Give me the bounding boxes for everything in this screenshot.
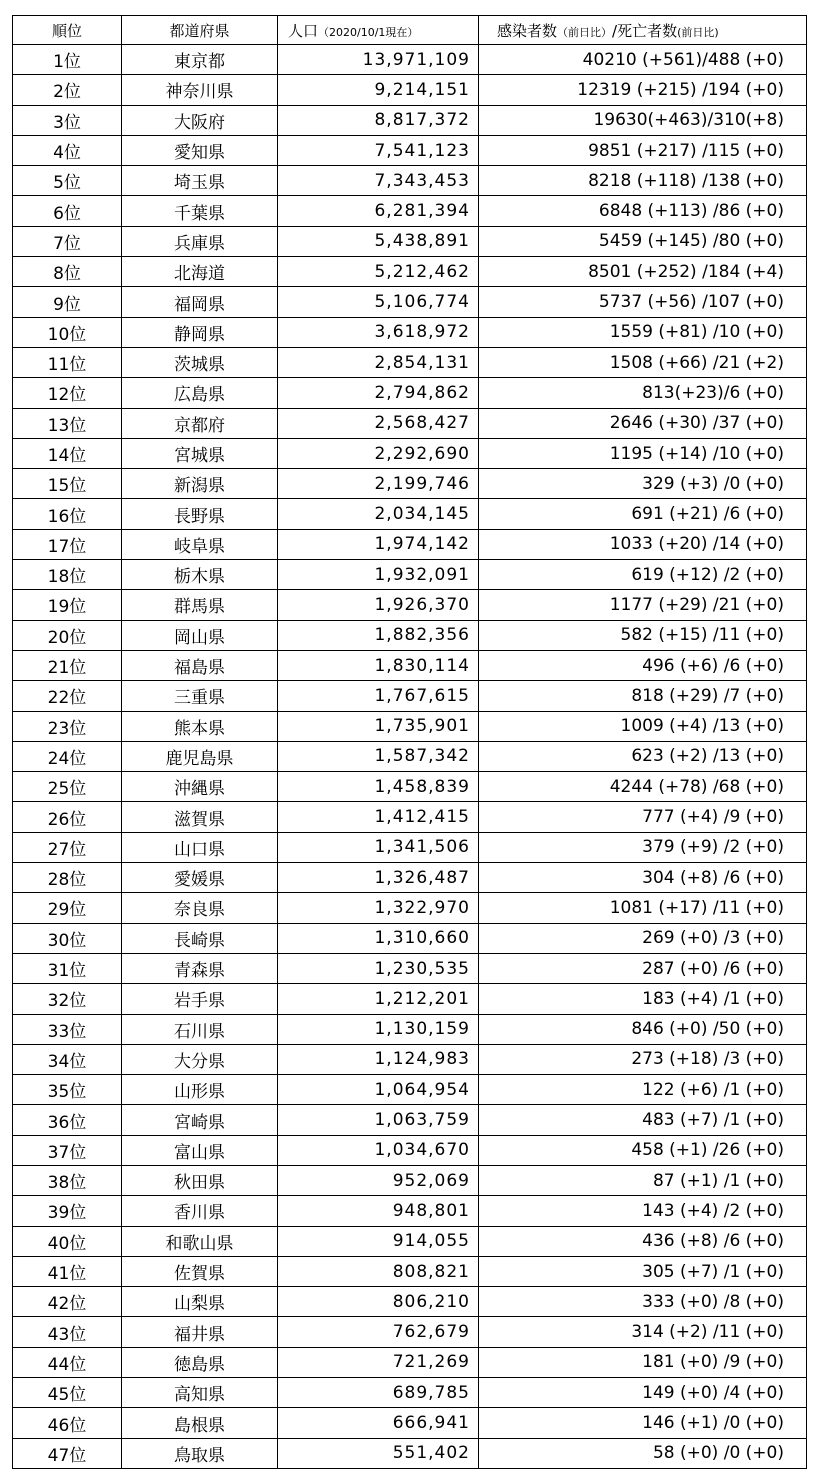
cases-deaths-cell: 273 (+18) /3 (+0) <box>479 1044 807 1074</box>
rank-cell: 40位 <box>13 1226 122 1256</box>
cases-deaths-cell: 183 (+4) /1 (+0) <box>479 984 807 1014</box>
cases-deaths-cell: 181 (+0) /9 (+0) <box>479 1347 807 1377</box>
rank-cell: 25位 <box>13 772 122 802</box>
population-cell: 1,326,487 <box>278 863 479 893</box>
cases-deaths-cell: 5737 (+56) /107 (+0) <box>479 287 807 317</box>
prefecture-cell: 長崎県 <box>122 923 278 953</box>
prefecture-cell: 大阪府 <box>122 105 278 135</box>
cases-deaths-cell: 691 (+21) /6 (+0) <box>479 499 807 529</box>
prefecture-cell: 鹿児島県 <box>122 741 278 771</box>
rank-cell: 3位 <box>13 105 122 135</box>
population-cell: 9,214,151 <box>278 75 479 105</box>
table-row <box>13 438 807 468</box>
cases-deaths-cell: 846 (+0) /50 (+0) <box>479 1014 807 1044</box>
population-cell: 1,458,839 <box>278 772 479 802</box>
population-cell: 1,735,901 <box>278 711 479 741</box>
prefecture-cell: 福岡県 <box>122 287 278 317</box>
table-row <box>13 1044 807 1074</box>
prefecture-cell: 愛媛県 <box>122 863 278 893</box>
prefecture-cell: 熊本県 <box>122 711 278 741</box>
header-cases-note: （前日比） <box>557 25 613 39</box>
rank-cell: 39位 <box>13 1196 122 1226</box>
table-row <box>13 378 807 408</box>
cases-deaths-cell: 1559 (+81) /10 (+0) <box>479 317 807 347</box>
header-deaths-note: (前日比) <box>677 25 719 39</box>
prefecture-cell: 兵庫県 <box>122 226 278 256</box>
cases-deaths-cell: 1195 (+14) /10 (+0) <box>479 438 807 468</box>
population-cell: 914,055 <box>278 1226 479 1256</box>
prefecture-cell: 佐賀県 <box>122 1256 278 1286</box>
cases-deaths-cell: 496 (+6) /6 (+0) <box>479 650 807 680</box>
prefecture-cell: 山口県 <box>122 832 278 862</box>
cases-deaths-cell: 304 (+8) /6 (+0) <box>479 863 807 893</box>
cases-deaths-cell: 146 (+1) /0 (+0) <box>479 1408 807 1438</box>
rank-cell: 33位 <box>13 1014 122 1044</box>
population-cell: 1,341,506 <box>278 832 479 862</box>
prefecture-cell: 島根県 <box>122 1408 278 1438</box>
population-cell: 1,412,415 <box>278 802 479 832</box>
table-row <box>13 1226 807 1256</box>
rank-cell: 8位 <box>13 257 122 287</box>
rank-cell: 28位 <box>13 863 122 893</box>
table-row <box>13 75 807 105</box>
population-cell: 689,785 <box>278 1378 479 1408</box>
rank-cell: 2位 <box>13 75 122 105</box>
cases-deaths-cell: 623 (+2) /13 (+0) <box>479 741 807 771</box>
population-cell: 762,679 <box>278 1317 479 1347</box>
prefecture-ranking-table <box>12 15 807 1469</box>
cases-deaths-cell: 314 (+2) /11 (+0) <box>479 1317 807 1347</box>
table-row <box>13 1408 807 1438</box>
table-row <box>13 1317 807 1347</box>
rank-cell: 6位 <box>13 196 122 226</box>
cases-deaths-cell: 619 (+12) /2 (+0) <box>479 560 807 590</box>
rank-cell: 47位 <box>13 1438 122 1468</box>
prefecture-cell: 埼玉県 <box>122 166 278 196</box>
population-cell: 1,767,615 <box>278 681 479 711</box>
table-row <box>13 1256 807 1286</box>
table-row <box>13 1165 807 1195</box>
table-row <box>13 529 807 559</box>
table-row <box>13 257 807 287</box>
prefecture-cell: 奈良県 <box>122 893 278 923</box>
prefecture-cell: 滋賀県 <box>122 802 278 832</box>
rank-cell: 17位 <box>13 529 122 559</box>
prefecture-cell: 群馬県 <box>122 590 278 620</box>
population-cell: 1,974,142 <box>278 529 479 559</box>
rank-cell: 12位 <box>13 378 122 408</box>
table-row <box>13 196 807 226</box>
population-cell: 1,322,970 <box>278 893 479 923</box>
prefecture-cell: 富山県 <box>122 1135 278 1165</box>
prefecture-cell: 神奈川県 <box>122 75 278 105</box>
rank-cell: 11位 <box>13 347 122 377</box>
prefecture-cell: 岩手県 <box>122 984 278 1014</box>
table-row <box>13 469 807 499</box>
rank-cell: 23位 <box>13 711 122 741</box>
prefecture-cell: 大分県 <box>122 1044 278 1074</box>
prefecture-cell: 広島県 <box>122 378 278 408</box>
population-cell: 952,069 <box>278 1165 479 1195</box>
population-cell: 1,230,535 <box>278 953 479 983</box>
cases-deaths-cell: 1508 (+66) /21 (+2) <box>479 347 807 377</box>
rank-cell: 30位 <box>13 923 122 953</box>
population-cell: 2,568,427 <box>278 408 479 438</box>
cases-deaths-cell: 2646 (+30) /37 (+0) <box>479 408 807 438</box>
rank-cell: 36位 <box>13 1105 122 1135</box>
table-row <box>13 650 807 680</box>
rank-cell: 22位 <box>13 681 122 711</box>
prefecture-cell: 福島県 <box>122 650 278 680</box>
rank-cell: 31位 <box>13 953 122 983</box>
header-cases-deaths <box>479 16 807 45</box>
cases-deaths-cell: 818 (+29) /7 (+0) <box>479 681 807 711</box>
table-row <box>13 1378 807 1408</box>
cases-deaths-cell: 1081 (+17) /11 (+0) <box>479 893 807 923</box>
population-cell: 2,034,145 <box>278 499 479 529</box>
table-row <box>13 560 807 590</box>
table-row <box>13 590 807 620</box>
rank-cell: 29位 <box>13 893 122 923</box>
prefecture-cell: 和歌山県 <box>122 1226 278 1256</box>
table-header <box>13 16 807 45</box>
population-cell: 1,063,759 <box>278 1105 479 1135</box>
prefecture-cell: 岐阜県 <box>122 529 278 559</box>
population-cell: 7,541,123 <box>278 135 479 165</box>
cases-deaths-cell: 58 (+0) /0 (+0) <box>479 1438 807 1468</box>
cases-deaths-cell: 333 (+0) /8 (+0) <box>479 1287 807 1317</box>
header-population <box>278 16 479 45</box>
table-row <box>13 832 807 862</box>
cases-deaths-cell: 813(+23)/6 (+0) <box>479 378 807 408</box>
rank-cell: 26位 <box>13 802 122 832</box>
table-row <box>13 953 807 983</box>
prefecture-cell: 宮崎県 <box>122 1105 278 1135</box>
cases-deaths-cell: 436 (+8) /6 (+0) <box>479 1226 807 1256</box>
rank-cell: 46位 <box>13 1408 122 1438</box>
table-row <box>13 893 807 923</box>
rank-cell: 4位 <box>13 135 122 165</box>
rank-cell: 10位 <box>13 317 122 347</box>
header-deaths-label: 死亡者数 <box>617 21 678 40</box>
table-row <box>13 499 807 529</box>
cases-deaths-cell: 1009 (+4) /13 (+0) <box>479 711 807 741</box>
rank-cell: 43位 <box>13 1317 122 1347</box>
population-cell: 551,402 <box>278 1438 479 1468</box>
population-cell: 1,830,114 <box>278 650 479 680</box>
prefecture-cell: 福井県 <box>122 1317 278 1347</box>
population-cell: 1,124,983 <box>278 1044 479 1074</box>
cases-deaths-cell: 122 (+6) /1 (+0) <box>479 1075 807 1105</box>
prefecture-cell: 沖縄県 <box>122 772 278 802</box>
rank-cell: 44位 <box>13 1347 122 1377</box>
rank-cell: 15位 <box>13 469 122 499</box>
rank-cell: 45位 <box>13 1378 122 1408</box>
header-population-label: 人口 <box>288 21 319 40</box>
prefecture-cell: 山形県 <box>122 1075 278 1105</box>
table-row <box>13 408 807 438</box>
rank-cell: 14位 <box>13 438 122 468</box>
population-cell: 1,064,954 <box>278 1075 479 1105</box>
population-cell: 5,212,462 <box>278 257 479 287</box>
table-row <box>13 1347 807 1377</box>
population-cell: 666,941 <box>278 1408 479 1438</box>
prefecture-cell: 高知県 <box>122 1378 278 1408</box>
rank-cell: 13位 <box>13 408 122 438</box>
cases-deaths-cell: 5459 (+145) /80 (+0) <box>479 226 807 256</box>
cases-deaths-cell: 12319 (+215) /194 (+0) <box>479 75 807 105</box>
population-cell: 2,199,746 <box>278 469 479 499</box>
prefecture-cell: 愛知県 <box>122 135 278 165</box>
table-row <box>13 1196 807 1226</box>
population-cell: 6,281,394 <box>278 196 479 226</box>
table-row <box>13 105 807 135</box>
rank-cell: 34位 <box>13 1044 122 1074</box>
cases-deaths-cell: 483 (+7) /1 (+0) <box>479 1105 807 1135</box>
prefecture-cell: 青森県 <box>122 953 278 983</box>
cases-deaths-cell: 777 (+4) /9 (+0) <box>479 802 807 832</box>
population-cell: 948,801 <box>278 1196 479 1226</box>
population-cell: 1,034,670 <box>278 1135 479 1165</box>
rank-cell: 5位 <box>13 166 122 196</box>
table-row <box>13 741 807 771</box>
rank-cell: 32位 <box>13 984 122 1014</box>
prefecture-cell: 石川県 <box>122 1014 278 1044</box>
cases-deaths-cell: 329 (+3) /0 (+0) <box>479 469 807 499</box>
cases-deaths-cell: 582 (+15) /11 (+0) <box>479 620 807 650</box>
prefecture-cell: 栃木県 <box>122 560 278 590</box>
population-cell: 7,343,453 <box>278 166 479 196</box>
cases-deaths-cell: 269 (+0) /3 (+0) <box>479 923 807 953</box>
population-cell: 1,926,370 <box>278 590 479 620</box>
cases-deaths-cell: 1033 (+20) /14 (+0) <box>479 529 807 559</box>
table-row <box>13 135 807 165</box>
prefecture-cell: 北海道 <box>122 257 278 287</box>
header-population-note: （2020/10/1現在） <box>318 25 419 39</box>
rank-cell: 18位 <box>13 560 122 590</box>
rank-cell: 38位 <box>13 1165 122 1195</box>
population-cell: 808,821 <box>278 1256 479 1286</box>
prefecture-cell: 香川県 <box>122 1196 278 1226</box>
cases-deaths-cell: 305 (+7) /1 (+0) <box>479 1256 807 1286</box>
prefecture-cell: 静岡県 <box>122 317 278 347</box>
prefecture-cell: 東京都 <box>122 45 278 75</box>
population-cell: 8,817,372 <box>278 105 479 135</box>
header-separator: / <box>612 21 618 40</box>
table-row <box>13 347 807 377</box>
rank-cell: 20位 <box>13 620 122 650</box>
table-row <box>13 226 807 256</box>
table-row <box>13 984 807 1014</box>
table-row <box>13 287 807 317</box>
prefecture-cell: 岡山県 <box>122 620 278 650</box>
population-cell: 3,618,972 <box>278 317 479 347</box>
table-row <box>13 1135 807 1165</box>
rank-cell: 7位 <box>13 226 122 256</box>
cases-deaths-cell: 6848 (+113) /86 (+0) <box>479 196 807 226</box>
table-row <box>13 772 807 802</box>
table-row <box>13 1105 807 1135</box>
population-cell: 2,794,862 <box>278 378 479 408</box>
rank-cell: 9位 <box>13 287 122 317</box>
prefecture-cell: 鳥取県 <box>122 1438 278 1468</box>
cases-deaths-cell: 458 (+1) /26 (+0) <box>479 1135 807 1165</box>
cases-deaths-cell: 8501 (+252) /184 (+4) <box>479 257 807 287</box>
cases-deaths-cell: 4244 (+78) /68 (+0) <box>479 772 807 802</box>
rank-cell: 19位 <box>13 590 122 620</box>
table-row <box>13 1438 807 1468</box>
rank-cell: 41位 <box>13 1256 122 1286</box>
rank-cell: 42位 <box>13 1287 122 1317</box>
population-cell: 2,854,131 <box>278 347 479 377</box>
table-row <box>13 863 807 893</box>
prefecture-cell: 徳島県 <box>122 1347 278 1377</box>
table-row <box>13 1075 807 1105</box>
table-row <box>13 681 807 711</box>
cases-deaths-cell: 9851 (+217) /115 (+0) <box>479 135 807 165</box>
table-row <box>13 711 807 741</box>
header-row <box>13 16 807 45</box>
population-cell: 13,971,109 <box>278 45 479 75</box>
table-row <box>13 1287 807 1317</box>
table-row <box>13 802 807 832</box>
population-cell: 806,210 <box>278 1287 479 1317</box>
table-row <box>13 45 807 75</box>
rank-cell: 24位 <box>13 741 122 771</box>
population-cell: 721,269 <box>278 1347 479 1377</box>
cases-deaths-cell: 1177 (+29) /21 (+0) <box>479 590 807 620</box>
population-cell: 5,438,891 <box>278 226 479 256</box>
cases-deaths-cell: 19630(+463)/310(+8) <box>479 105 807 135</box>
prefecture-cell: 長野県 <box>122 499 278 529</box>
cases-deaths-cell: 40210 (+561)/488 (+0) <box>479 45 807 75</box>
prefecture-cell: 新潟県 <box>122 469 278 499</box>
cases-deaths-cell: 287 (+0) /6 (+0) <box>479 953 807 983</box>
rank-cell: 1位 <box>13 45 122 75</box>
header-cases-label: 感染者数 <box>497 21 558 40</box>
header-rank: 順位 <box>13 16 122 45</box>
cases-deaths-cell: 149 (+0) /4 (+0) <box>479 1378 807 1408</box>
prefecture-cell: 宮城県 <box>122 438 278 468</box>
rank-cell: 21位 <box>13 650 122 680</box>
cases-deaths-cell: 143 (+4) /2 (+0) <box>479 1196 807 1226</box>
table-body <box>13 45 807 1469</box>
population-cell: 1,932,091 <box>278 560 479 590</box>
table-row <box>13 1014 807 1044</box>
table-row <box>13 923 807 953</box>
cases-deaths-cell: 8218 (+118) /138 (+0) <box>479 166 807 196</box>
rank-cell: 37位 <box>13 1135 122 1165</box>
prefecture-cell: 秋田県 <box>122 1165 278 1195</box>
population-cell: 1,310,660 <box>278 923 479 953</box>
cases-deaths-cell: 379 (+9) /2 (+0) <box>479 832 807 862</box>
population-cell: 1,212,201 <box>278 984 479 1014</box>
population-cell: 5,106,774 <box>278 287 479 317</box>
rank-cell: 35位 <box>13 1075 122 1105</box>
rank-cell: 27位 <box>13 832 122 862</box>
prefecture-cell: 京都府 <box>122 408 278 438</box>
prefecture-cell: 山梨県 <box>122 1287 278 1317</box>
population-cell: 2,292,690 <box>278 438 479 468</box>
prefecture-cell: 三重県 <box>122 681 278 711</box>
rank-cell: 16位 <box>13 499 122 529</box>
population-cell: 1,130,159 <box>278 1014 479 1044</box>
population-cell: 1,587,342 <box>278 741 479 771</box>
table-row <box>13 620 807 650</box>
cases-deaths-cell: 87 (+1) /1 (+0) <box>479 1165 807 1195</box>
table-row <box>13 317 807 347</box>
population-cell: 1,882,356 <box>278 620 479 650</box>
prefecture-cell: 茨城県 <box>122 347 278 377</box>
table-row <box>13 166 807 196</box>
header-prefecture: 都道府県 <box>122 16 278 45</box>
prefecture-cell: 千葉県 <box>122 196 278 226</box>
